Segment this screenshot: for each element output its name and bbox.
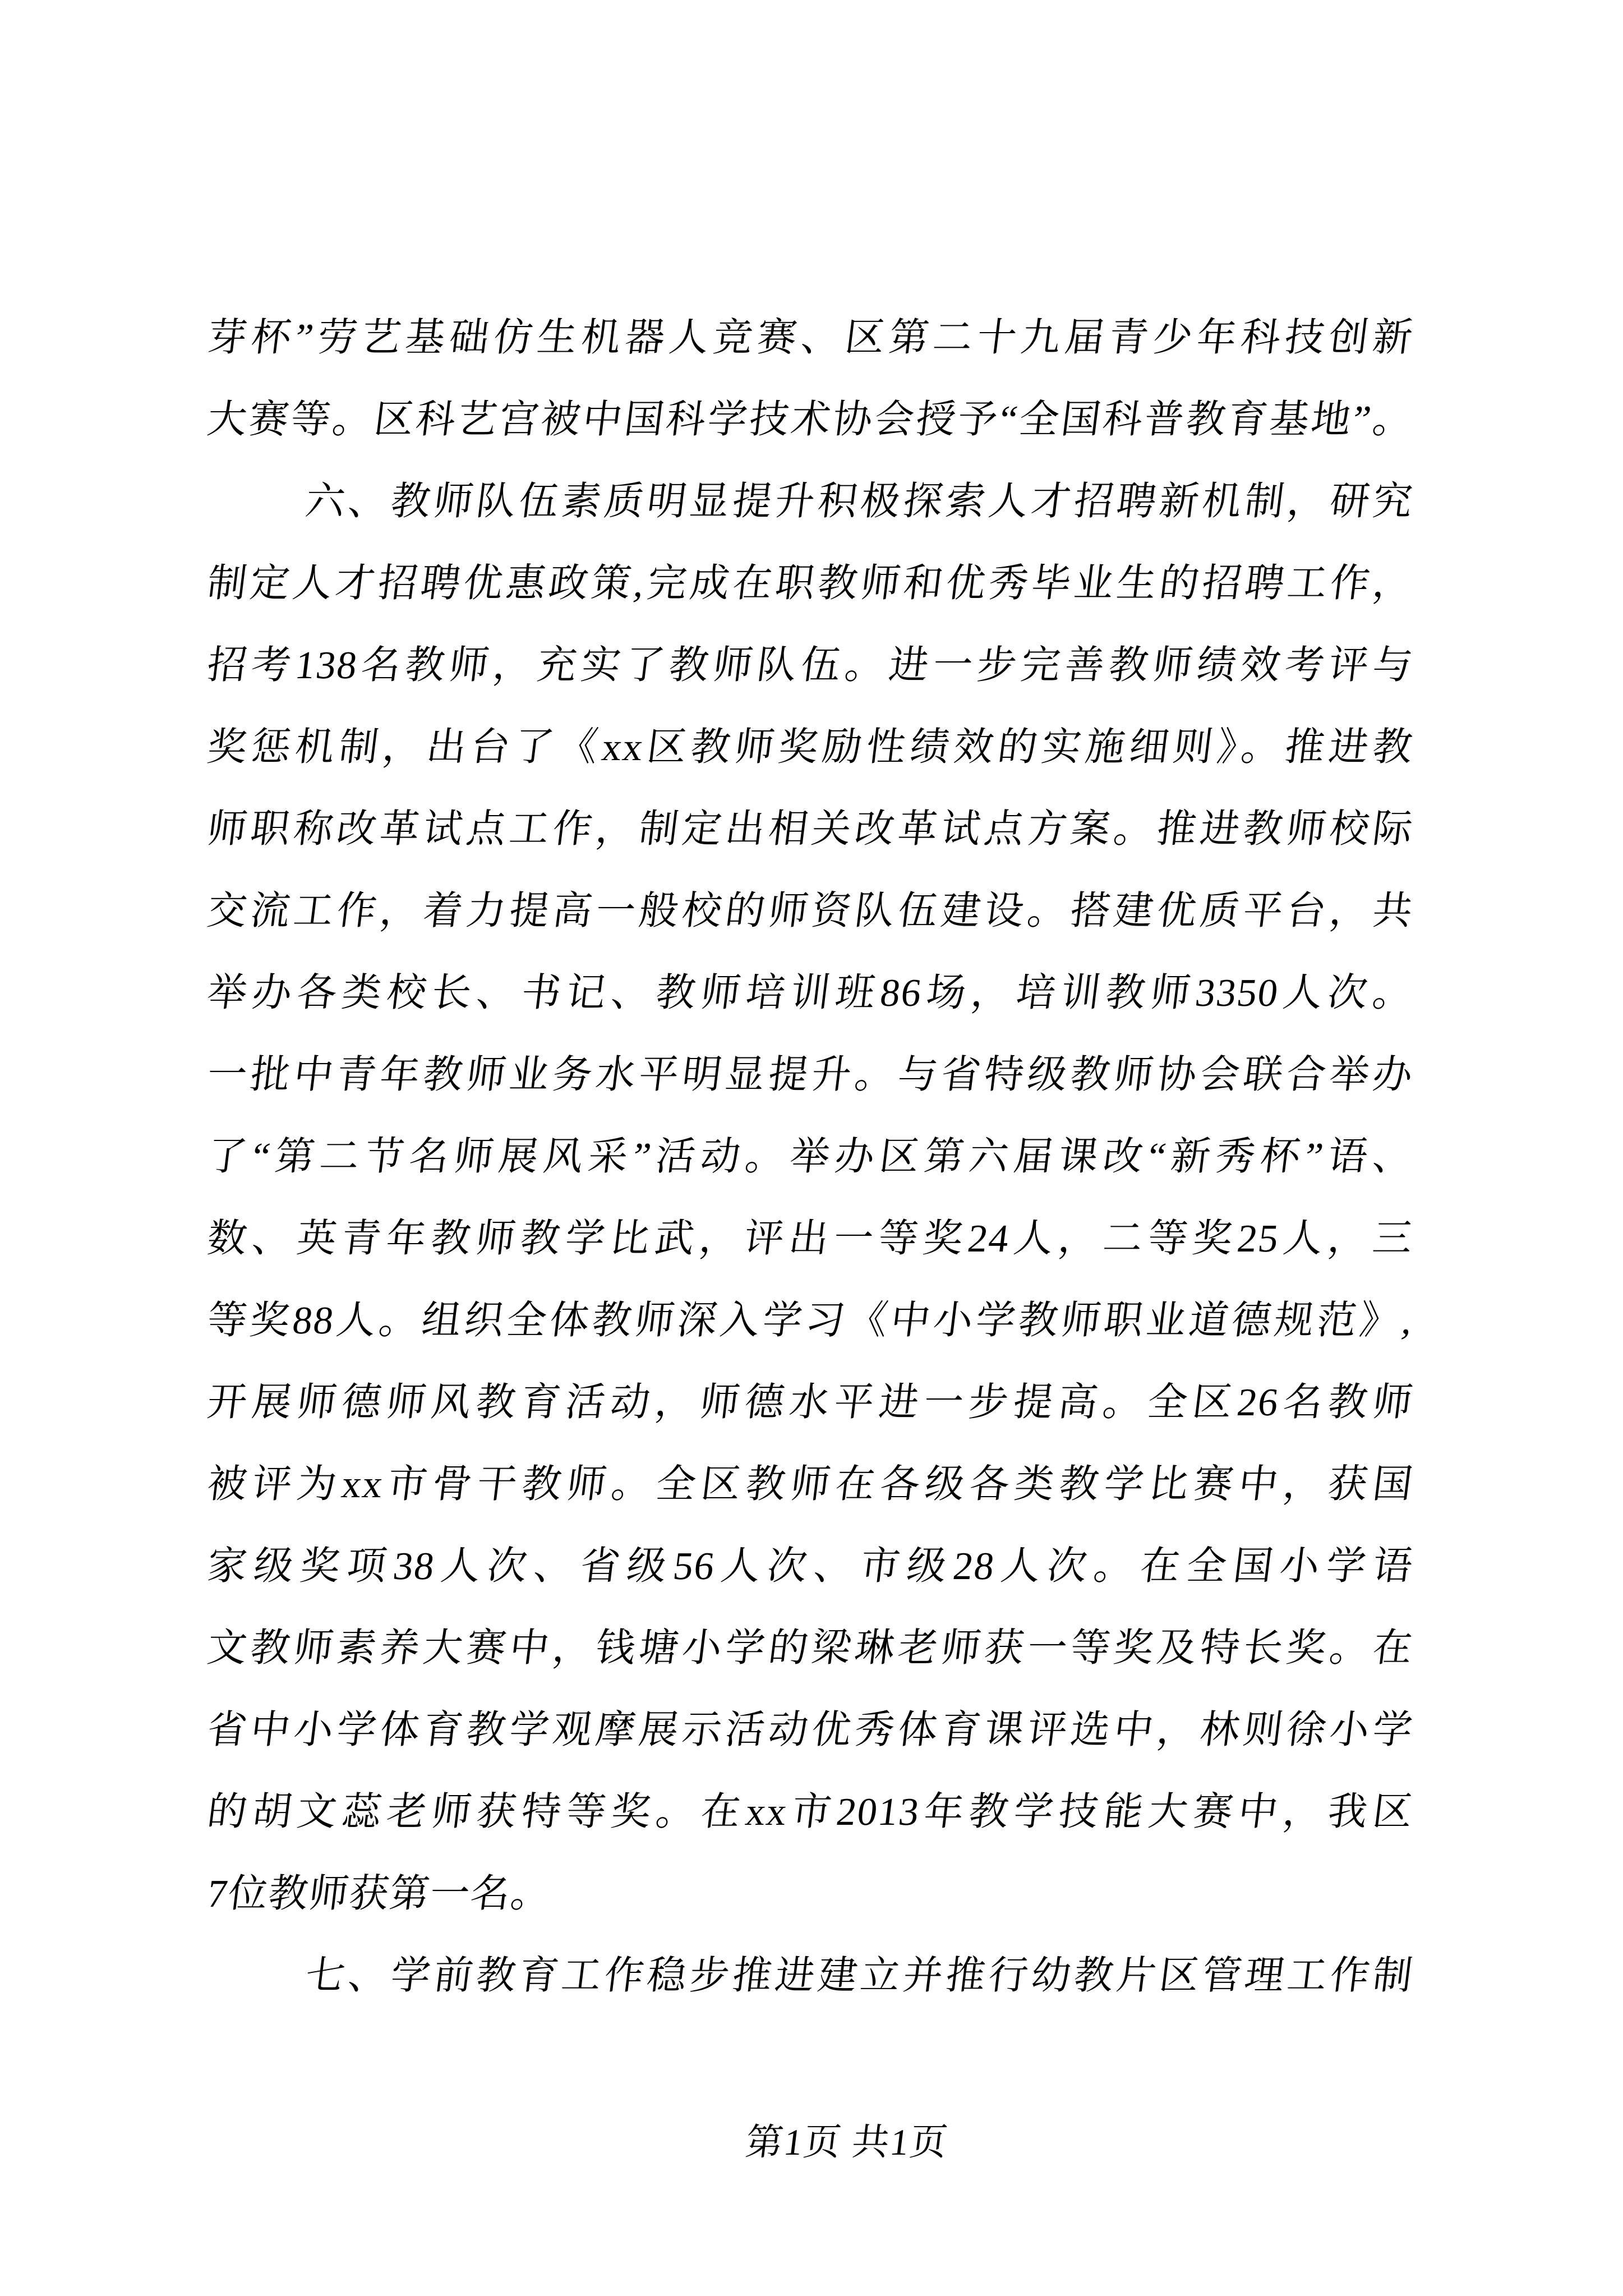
- text-line: 的胡文蕊老师获特等奖。在xx市2013年教学技能大赛中，我区: [205, 1791, 1416, 1834]
- text-line: 六、教师队伍素质明显提升积极探索人才招聘新机制，研究: [303, 480, 1416, 523]
- text-line: 举办各类校长、书记、教师培训班86场，培训教师3350人次。: [205, 972, 1416, 1015]
- text-line: 家级奖项38人次、省级56人次、市级28人次。在全国小学语: [205, 1545, 1416, 1588]
- document-body: [205, 297, 1416, 2017]
- text-line: 制定人才招聘优惠政策,完成在职教师和优秀毕业生的招聘工作，: [205, 562, 1416, 605]
- text-line: 省中小学体育教学观摩展示活动优秀体育课评选中，林则徐小学: [205, 1709, 1416, 1752]
- text-line: 师职称改革试点工作，制定出相关改革试点方案。推进教师校际: [205, 808, 1416, 851]
- text-line: 开展师德师风教育活动，师德水平进一步提高。全区26名教师: [205, 1381, 1416, 1424]
- text-line: 大赛等。区科艺宫被中国科学技术协会授予“全国科普教育基地”。: [205, 398, 1416, 441]
- page-number-label: 第1页 共1页: [743, 2122, 951, 2163]
- text-line: 交流工作，着力提高一般校的师资队伍建设。搭建优质平台，共: [205, 890, 1416, 933]
- text-line: 七、学前教育工作稳步推进建立并推行幼教片区管理工作制: [303, 1954, 1416, 1998]
- text-line: 7位教师获第一名。: [205, 1872, 554, 1916]
- text-line: 奖惩机制，出台了《xx区教师奖励性绩效的实施细则》。推进教: [205, 726, 1416, 769]
- text-line: 被评为xx市骨干教师。全区教师在各级各类教学比赛中，获国: [205, 1463, 1416, 1506]
- text-line: 等奖88人。组织全体教师深入学习《中小学教师职业道德规范》,: [205, 1299, 1416, 1342]
- text-line: 芽杯”劳艺基础仿生机器人竞赛、区第二十九届青少年科技创新: [205, 316, 1416, 360]
- text-line: 数、英青年教师教学比武，评出一等奖24人，二等奖25人，三: [205, 1217, 1416, 1260]
- text-line: 了“第二节名师展风采”活动。举办区第六届课改“新秀杯”语、: [205, 1135, 1416, 1179]
- text-line: 招考138名教师，充实了教师队伍。进一步完善教师绩效考评与: [205, 644, 1416, 687]
- text-line: 文教师素养大赛中，钱塘小学的梁琳老师获一等奖及特长奖。在: [205, 1627, 1416, 1670]
- page-footer: [743, 2118, 951, 2168]
- text-line: 一批中青年教师业务水平明显提升。与省特级教师协会联合举办: [205, 1053, 1416, 1097]
